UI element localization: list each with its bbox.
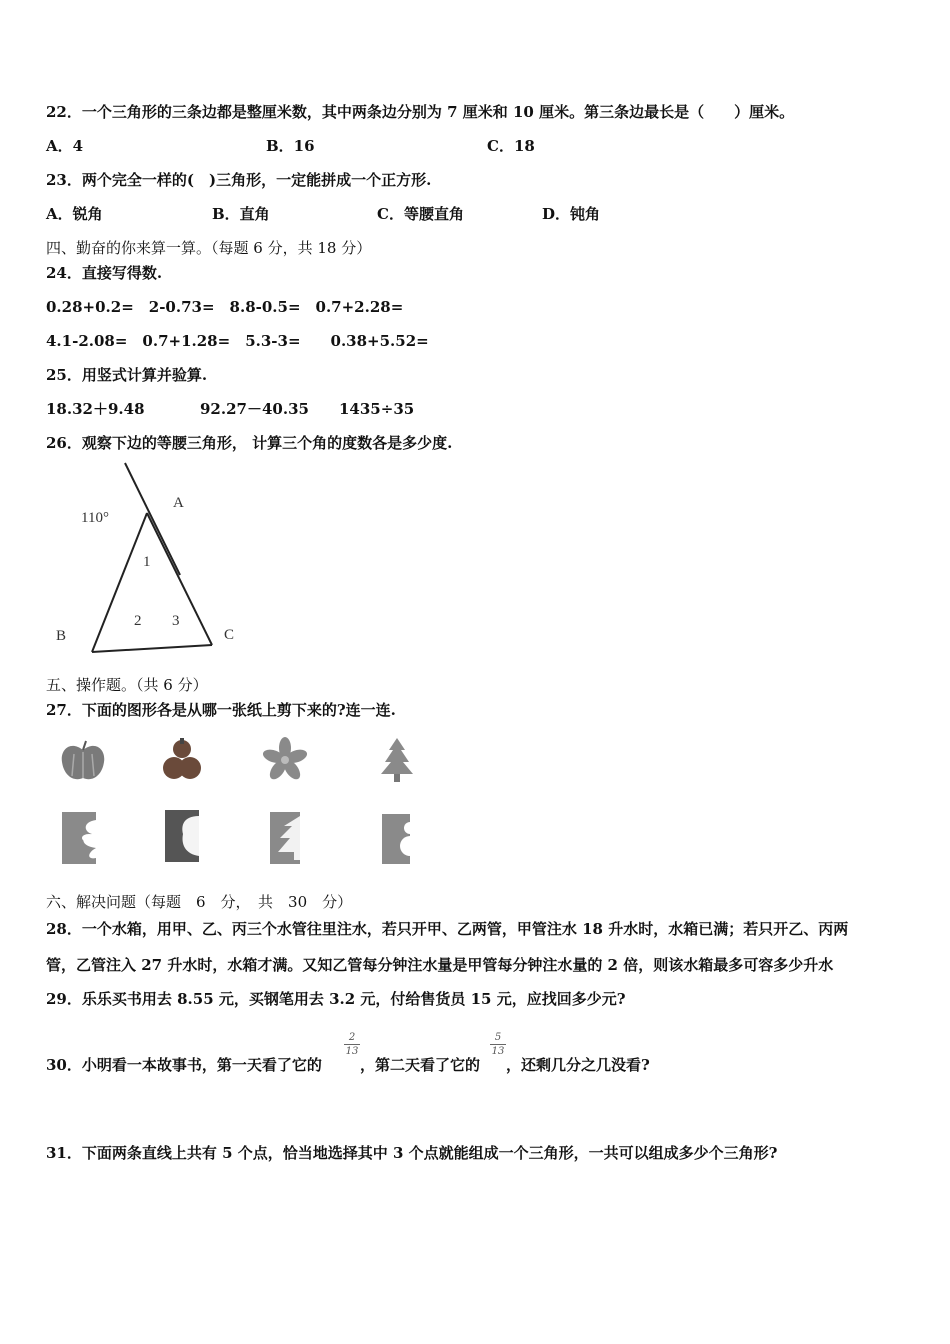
- q22-text: 22．一个三角形的三条边都是整厘米数，其中两条边分别为 7 厘米和 10 厘米。第三条边最长是（ ）厘米。: [46, 103, 795, 121]
- label-angle-2: 2: [134, 613, 142, 629]
- q30-frac1-den: 13: [345, 1046, 359, 1057]
- q30-part3: ，还剩几分之几没看?: [506, 1056, 650, 1074]
- label-a: A: [173, 495, 184, 511]
- q22-option-c[interactable]: C．18: [487, 137, 535, 155]
- q30-frac1-num: 2: [348, 1032, 356, 1043]
- label-b: B: [56, 628, 67, 644]
- section6-title: 六、解决问题（每题 6 分， 共 30 分）: [46, 893, 353, 911]
- q25-item-1: 18.32＋9.48: [46, 400, 145, 418]
- q25-item-3: 1435÷35: [339, 400, 415, 418]
- paper-gourd-cut-icon[interactable]: [382, 814, 422, 866]
- flower-shape-icon[interactable]: [262, 738, 308, 782]
- q22-option-a[interactable]: A．4: [46, 137, 84, 155]
- section4-title: 四、勤奋的你来算一算。（每题 6 分，共 18 分）: [46, 239, 372, 257]
- extended-side-line: [125, 463, 180, 575]
- label-c: C: [224, 627, 235, 643]
- q30-fraction-1: [344, 1032, 360, 1057]
- paper-flower-cut-icon[interactable]: [62, 812, 102, 864]
- section5-title: 五、操作题。（共 6 分）: [46, 676, 208, 694]
- q28-line1: 28．一个水箱，用甲、乙、丙三个水管往里注水，若只开甲、乙两管，甲管注水 18 升水时，水箱已满；若只开乙、丙两: [46, 920, 849, 938]
- q25-item-2: 92.27－40.35: [200, 400, 309, 418]
- label-110-degree: 110°: [81, 510, 109, 526]
- q28-line2: 管，乙管注入 27 升水时，水箱才满。又知乙管每分钟注水量是甲管每分钟注水量的 2 倍，则该水箱最多可容多少升水: [46, 956, 834, 974]
- q26-text: 26．观察下边的等腰三角形， 计算三个角的度数各是多少度.: [46, 434, 453, 452]
- label-angle-3: 3: [172, 613, 180, 629]
- apple-shape-icon[interactable]: [58, 738, 108, 784]
- q29-text: 29．乐乐买书用去 8.55 元，买钢笔用去 3.2 元，付给售货员 15 元，应找回多少元?: [46, 990, 626, 1008]
- isosceles-triangle-figure: [50, 460, 250, 660]
- q23-option-d[interactable]: D．钝角: [542, 205, 601, 223]
- q31-text: 31．下面两条直线上共有 5 个点，恰当地选择其中 3 个点就能组成一个三角形，一共可以组成多少个三角形?: [46, 1144, 778, 1162]
- tree-shape-icon[interactable]: [375, 736, 419, 784]
- q23-option-c[interactable]: C．等腰直角: [377, 205, 464, 223]
- gourd-shape-icon[interactable]: [160, 736, 204, 784]
- q24-text: 24．直接写得数.: [46, 264, 163, 282]
- q22-option-b[interactable]: B．16: [266, 137, 315, 155]
- q30-part2: ，第二天看了它的: [360, 1056, 481, 1074]
- q30-frac2-den: 13: [491, 1046, 505, 1057]
- q27-text: 27．下面的图形各是从哪一张纸上剪下来的?连一连.: [46, 701, 396, 719]
- q24-row1: 0.28+0.2= 2-0.73= 8.8-0.5= 0.7+2.28=: [46, 298, 404, 316]
- q23-option-b[interactable]: B．直角: [212, 205, 270, 223]
- paper-apple-cut-icon[interactable]: [165, 810, 205, 862]
- side-ac: [147, 513, 212, 645]
- q24-row2: 4.1-2.08= 0.7+1.28= 5.3-3= 0.38+5.52=: [46, 332, 429, 350]
- q30-part1: 30．小明看一本故事书，第一天看了它的: [46, 1056, 322, 1074]
- q30-fraction-2: [490, 1032, 506, 1057]
- q30-frac2-num: 5: [494, 1032, 502, 1043]
- side-ab: [92, 513, 147, 652]
- paper-tree-cut-icon[interactable]: [270, 812, 310, 864]
- label-angle-1: 1: [143, 554, 151, 570]
- q23-option-a[interactable]: A．锐角: [46, 205, 103, 223]
- q25-text: 25．用竖式计算并验算.: [46, 366, 208, 384]
- q23-text: 23．两个完全一样的( )三角形，一定能拼成一个正方形.: [46, 171, 432, 189]
- side-bc: [92, 645, 212, 652]
